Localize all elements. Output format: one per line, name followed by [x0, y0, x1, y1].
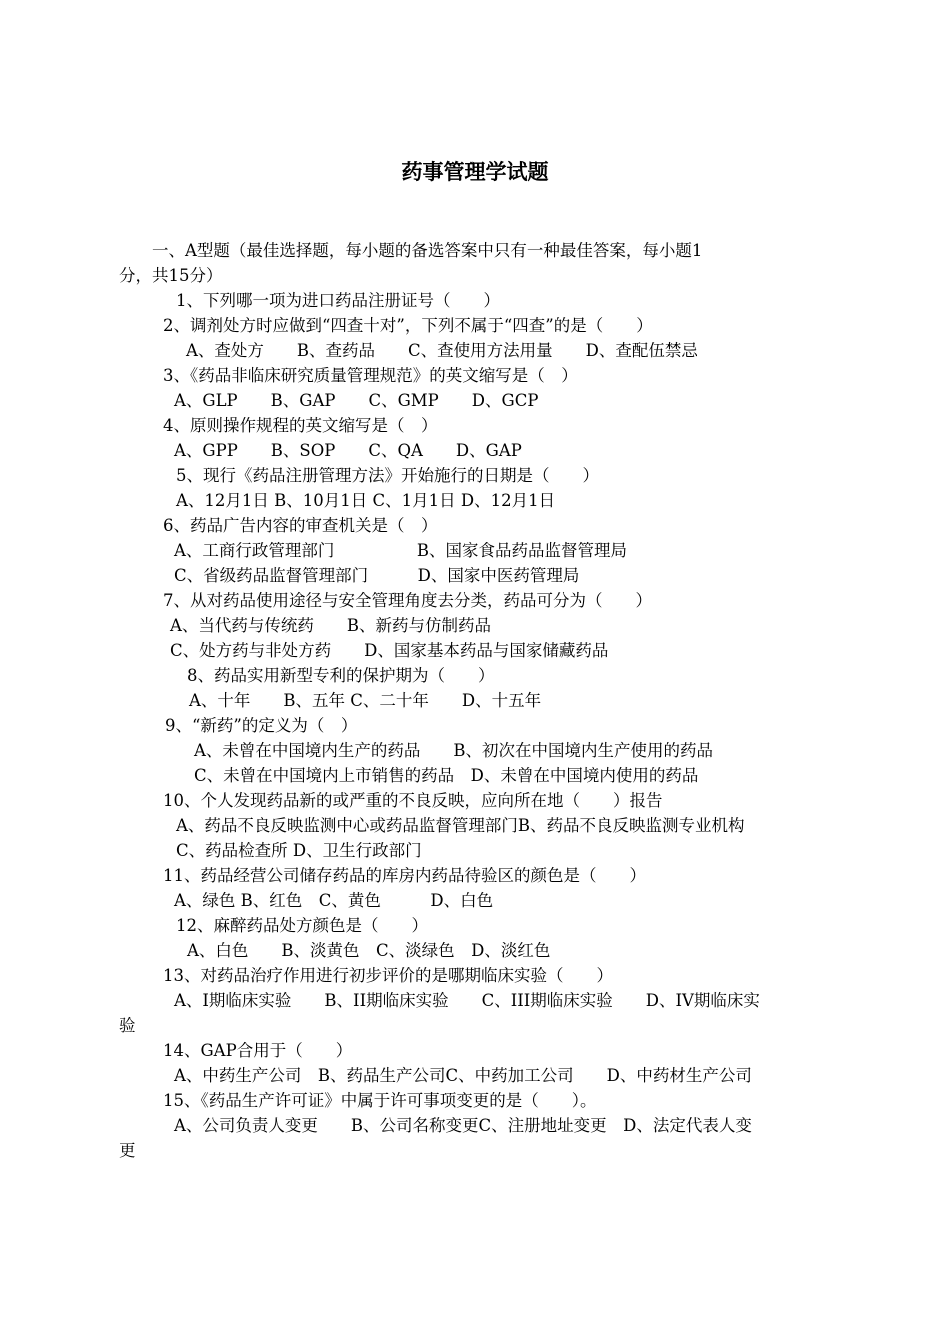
question-1: 1、下列哪一项为进口药品注册证号（ ） — [176, 291, 500, 310]
question-9-options-a: A、未曾在中国境内生产的药品 B、初次在中国境内生产使用的药品 — [194, 741, 714, 760]
question-15: 15、《药品生产许可证》中属于许可事项变更的是（ ）。 — [163, 1091, 597, 1110]
question-7-options-a: A、当代药与传统药 B、新药与仿制药品 — [170, 616, 492, 635]
question-11: 11、药品经营公司储存药品的库房内药品待验区的颜色是（ ） — [163, 866, 646, 885]
question-7-options-b: C、处方药与非处方药 D、国家基本药品与国家储藏药品 — [170, 641, 609, 660]
question-10-options-b: C、药品检查所 D、卫生行政部门 — [176, 841, 422, 860]
section-heading: 一、A型题（最佳选择题，每小题的备选答案中只有一种最佳答案，每小题1 — [152, 241, 703, 260]
question-6-options-a: A、工商行政管理部门 B、国家食品药品监督管理局 — [174, 541, 628, 560]
question-5: 5、现行《药品注册管理方法》开始施行的日期是（ ） — [176, 466, 599, 485]
question-13: 13、对药品治疗作用进行初步评价的是哪期临床实验（ ） — [163, 966, 613, 985]
question-2-options: A、查处方 B、查药品 C、查使用方法用量 D、查配伍禁忌 — [186, 341, 698, 360]
question-9: 9、“新药”的定义为（ ） — [165, 716, 358, 735]
question-8-options: A、十年 B、五年 C、二十年 D、十五年 — [189, 691, 542, 710]
question-3: 3、《药品非临床研究质量管理规范》的英文缩写是（ ） — [163, 366, 578, 385]
section-heading-cont: 分，共15分） — [119, 266, 223, 285]
question-12: 12、麻醉药品处方颜色是（ ） — [176, 916, 428, 935]
question-15-options-cont: 更 — [119, 1141, 136, 1160]
question-10-options-a: A、药品不良反映监测中心或药品监督管理部门B、药品不良反映监测专业机构 — [176, 816, 745, 835]
question-11-options: A、绿色 B、红色 C、黄色 D、白色 — [174, 891, 494, 910]
question-10: 10、个人发现药品新的或严重的不良反映，应向所在地（ ）报告 — [163, 791, 663, 810]
question-8: 8、药品实用新型专利的保护期为（ ） — [187, 666, 495, 685]
question-4-options: A、GPP B、SOP C、QA D、GAP — [174, 441, 522, 460]
question-14-options: A、中药生产公司 B、药品生产公司C、中药加工公司 D、中药材生产公司 — [174, 1066, 752, 1085]
question-2: 2、调剂处方时应做到“四查十对”，下列不属于“四查”的是（ ） — [163, 316, 653, 335]
question-13-options: A、I期临床实验 B、II期临床实验 C、III期临床实验 D、IV期临床实 — [174, 991, 760, 1010]
question-9-options-b: C、未曾在中国境内上市销售的药品 D、未曾在中国境内使用的药品 — [194, 766, 699, 785]
question-4: 4、原则操作规程的英文缩写是（ ） — [163, 416, 438, 435]
question-15-options: A、公司负责人变更 B、公司名称变更C、注册地址变更 D、法定代表人变 — [174, 1116, 752, 1135]
question-14: 14、GAP合用于（ ） — [163, 1041, 353, 1060]
page-title: 药事管理学试题 — [401, 160, 549, 184]
question-13-options-cont: 验 — [119, 1016, 136, 1035]
question-5-options: A、12月1日 B、10月1日 C、1月1日 D、12月1日 — [176, 491, 556, 510]
question-6: 6、药品广告内容的审查机关是（ ） — [163, 516, 438, 535]
question-12-options: A、白色 B、淡黄色 C、淡绿色 D、淡红色 — [187, 941, 551, 960]
question-7: 7、从对药品使用途径与安全管理角度去分类，药品可分为（ ） — [163, 591, 652, 610]
question-3-options: A、GLP B、GAP C、GMP D、GCP — [174, 391, 539, 410]
question-6-options-b: C、省级药品监督管理部门 D、国家中医药管理局 — [174, 566, 580, 585]
